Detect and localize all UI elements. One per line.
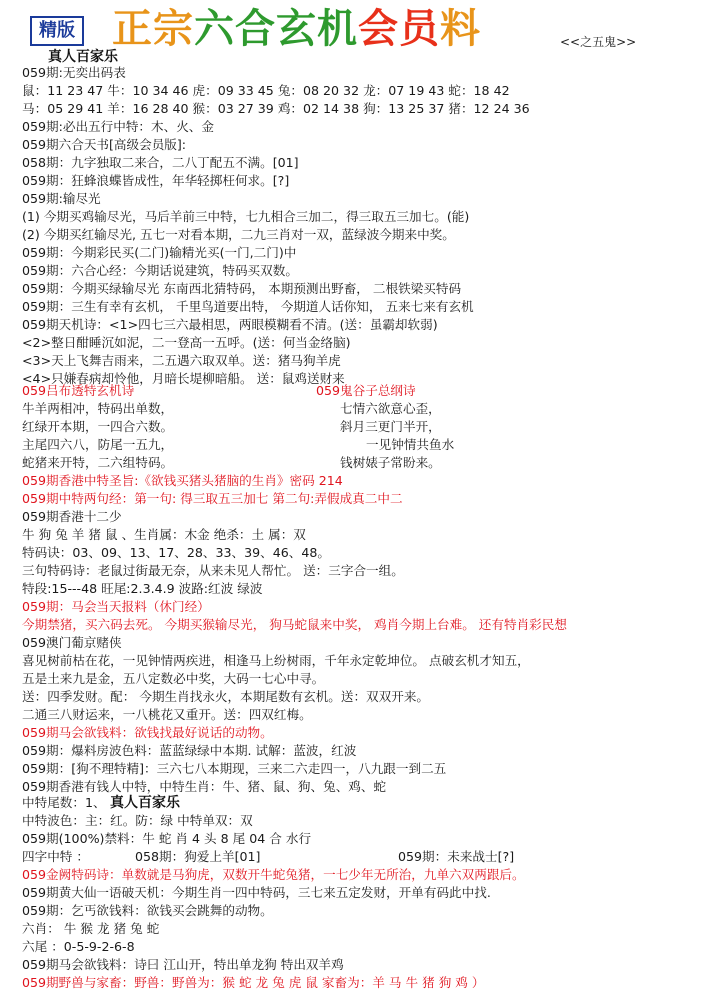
four-char-left: 四字中特 ： xyxy=(22,849,89,864)
text-line: 六尾 ：0-5-9-2-6-8 xyxy=(22,939,135,954)
text-line: 特段:15---48 旺尾:2.3.4.9 波路:红波 绿波 xyxy=(22,581,263,596)
text-line: 059期：今期买绿输尽光 东南西北猜特码， 本期预测出野畜， 二根铁梁买特码 xyxy=(22,281,462,296)
text-line: 六肖： 牛 猴 龙 猪 兔 蛇 xyxy=(22,921,160,936)
text-line: <3>天上飞舞吉雨来，二五遇六取双单。送：猪马狗羊虎 xyxy=(22,353,341,368)
poem-right-line: 七情六欲意心歪， xyxy=(340,401,441,416)
poem-right-line: 钱树婊子常盼来。 xyxy=(340,455,441,470)
text-line: 三句特码诗：老鼠过街最无奈，从来未见人帮忙。 送：三字合一组。 xyxy=(22,563,404,578)
text-line: 鼠：11 23 47 牛：10 34 46 虎：09 33 45 兔：08 20 32 龙：07 19 43 蛇：18 42 xyxy=(22,83,510,98)
four-char-mid: 058期：狗爱上羊[01] xyxy=(135,849,261,864)
title-char: 宗 xyxy=(153,6,194,52)
poem-right-line: 一见钟情共鱼水 xyxy=(366,437,455,452)
text-line: 059期香港有钱人中特，中特生肖：牛、猪、鼠、狗、兔、鸡、蛇 xyxy=(22,779,387,794)
text-line: 059期:无奕出码表 xyxy=(22,65,126,80)
text-line: 059金阙特码诗：单数就是马狗虎，双数开牛蛇兔猪，一七少年无所治，九单六双两跟后。 xyxy=(22,867,525,882)
title-char: 玄 xyxy=(276,6,317,52)
text-line: <2>整日酣睡沉如泥，二一登高一五呼。(送：何当金络脑) xyxy=(22,335,351,350)
badge-label: 精版 xyxy=(30,16,84,46)
title-char: 料 xyxy=(440,6,481,52)
title-char: 六 xyxy=(194,6,235,52)
title-char: 正 xyxy=(112,6,153,52)
text-line: 059期香港中特圣旨:《欲钱买猪头猪脑的生肖》密码 214 xyxy=(22,473,343,488)
text-line: 059期：马会当天报料（休门经） xyxy=(22,599,210,614)
subtitle-2: 真人百家乐 xyxy=(110,795,180,811)
poem-left-line: 牛羊两相冲，特码出单数， xyxy=(22,401,174,416)
right-tag: <<之五鬼>> xyxy=(560,35,637,49)
four-char-right: 059期：未来战士[?] xyxy=(398,849,515,864)
text-line: 059期：爆料房波色料：蓝蓝绿绿中本期. 试解：蓝波，红波 xyxy=(22,743,357,758)
poem-left-line: 红绿开本期，一四合六数。 xyxy=(22,419,174,434)
text-line: 059期：今期彩民买(二门)输精光买(一门,二门)中 xyxy=(22,245,297,260)
title-char: 机 xyxy=(317,6,358,52)
text-line: (1) 今期买鸡输尽光，马后羊前三中特，七九相合三加二，得三取五三加七。(能) xyxy=(22,209,470,224)
text-line: (2) 今期买红输尽光, 五七一对看本期，二九三肖对一双，蓝绿波今期来中奖。 xyxy=(22,227,455,242)
text-line: 059期马会欲钱料：欲钱找最好说话的动物。 xyxy=(22,725,273,740)
text-line: 059期：六合心经：今期话说建筑，特码买双数。 xyxy=(22,263,298,278)
text-line: 五是土来九是金，五八定数必中奖，大码一七心中寻。 xyxy=(22,671,325,686)
text-line: 喜见树前枯在花，一见钟情两疾进，相逢马上纷树雨，千年永定乾坤位。 点破玄机才知五， xyxy=(22,653,530,668)
text-line: 059期天机诗：<1>四七三六最相思，两眼模糊看不清。(送：虽霸却软弱) xyxy=(22,317,438,332)
text-line: 特码诀：03、09、13、17、28、33、39、46、48。 xyxy=(22,545,330,560)
text-line: 中特尾数：1、 xyxy=(22,795,106,810)
text-line: 059期：狂蜂浪蝶皆成性，年华轻掷枉何求。[?] xyxy=(22,173,290,188)
text-line: 牛 狗 兔 羊 猪 鼠 、生肖属：木金 绝杀：土 属：双 xyxy=(22,527,306,542)
text-line: 送：四季发财。配： 今期生肖找永火，本期尾数有玄机。送：双双开来。 xyxy=(22,689,430,704)
page-title xyxy=(112,4,481,54)
text-line: 今期禁猪，买六码去死。 今期买猴输尽光， 狗马蛇鼠来中奖， 鸡肖今期上台难。 还有特肖彩民想 xyxy=(22,617,567,632)
text-line: 059期：[狗不理特精]：三六七八本期现，三来二六走四一，八九跟一到二五 xyxy=(22,761,447,776)
text-line: 059期马会欲钱料：诗曰 江山开，特出单龙狗 特出双羊鸡 xyxy=(22,957,344,972)
text-line: 059期香港十二少 xyxy=(22,509,122,524)
title-char: 会 xyxy=(358,6,399,52)
text-line: 059期：三生有幸有玄机， 千里鸟道要出特， 今期道人话你知， 五来七来有玄机 xyxy=(22,299,474,314)
text-line: 059期:必出五行中特：木、火、金 xyxy=(22,119,214,134)
text-line: 059期黄大仙一语破天机：今期生肖一四中特码，三七来五定发财，开单有码此中找. xyxy=(22,885,491,900)
text-line: 059期(100%)禁料：牛 蛇 肖 4 头 8 尾 04 合 水行 xyxy=(22,831,312,846)
text-line: <4>只嫌春病却怜他，月暗长堤柳暗船。 送：鼠鸡送财来 xyxy=(22,371,345,386)
text-line: 059期:输尽光 xyxy=(22,191,101,206)
text-line: 059期野兽与家畜：野兽：野兽为：猴 蛇 龙 兔 虎 鼠 家畜为：羊 马 牛 猪 狗 鸡 ） xyxy=(22,975,485,990)
title-char: 员 xyxy=(399,6,440,52)
text-line: 059期：乞丐欲钱料：欲钱买会跳舞的动物。 xyxy=(22,903,273,918)
poem-right-line: 斜月三更门半开， xyxy=(340,419,441,434)
title-char: 合 xyxy=(235,6,276,52)
text-line: 059澳门葡京赌侠 xyxy=(22,635,122,650)
text-line: 二通三八财运来，一八桃花又重开。送：四双红梅。 xyxy=(22,707,312,722)
text-line: 059期六合天书[高级会员版]: xyxy=(22,137,187,152)
poem-left-line: 主尾四六八，防尾一五九， xyxy=(22,437,174,452)
text-line: 059期中特两句经：第一句: 得三取五三加七 第二句:弄假成真二中二 xyxy=(22,491,403,506)
text-line: 马：05 29 41 羊：16 28 40 猴：03 27 39 鸡：02 14 38 狗：13 25 37 猪：12 24 36 xyxy=(22,101,530,116)
subtitle: 真人百家乐 xyxy=(48,49,118,65)
text-line: 中特波色：主：红。防：绿 中特单双：双 xyxy=(22,813,253,828)
poem-right-title: 059鬼谷子总纲诗 xyxy=(316,383,416,398)
poem-left-line: 蛇猪来开特，二六组特码。 xyxy=(22,455,174,470)
text-line: 058期：九字独取二来合，二八丁配五不满。[01] xyxy=(22,155,299,170)
poem-left-title: 059吕布透特玄机诗 xyxy=(22,383,135,398)
